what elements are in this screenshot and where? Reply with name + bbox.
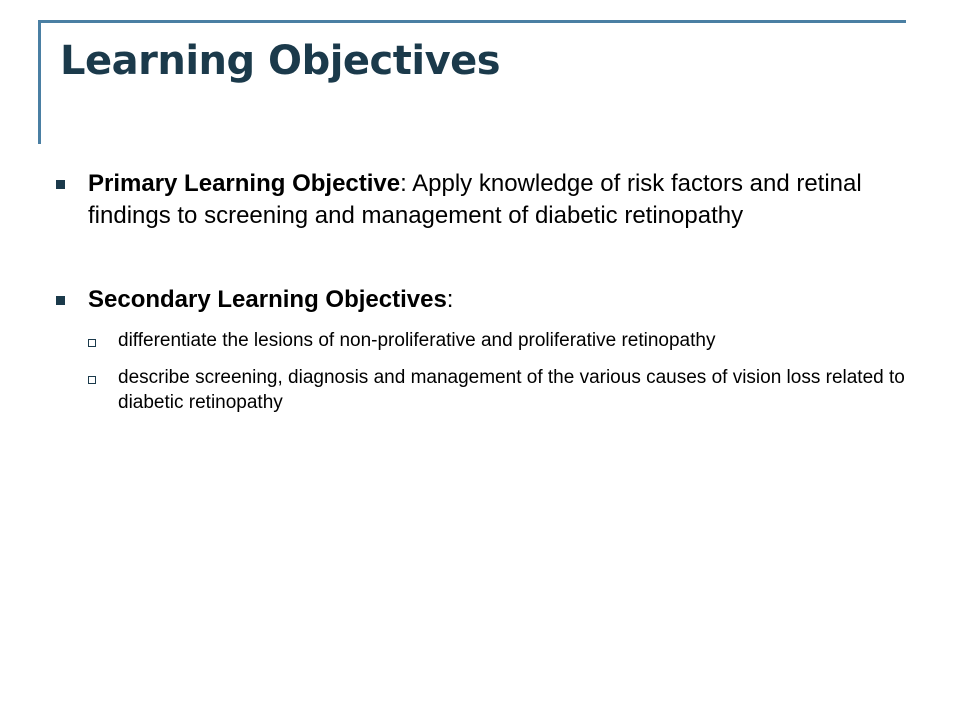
primary-objective-separator: :	[400, 170, 407, 197]
secondary-objectives-list	[56, 328, 906, 415]
secondary-objective-text: differentiate the lesions of non-proliferative and proliferative retinopathy	[118, 330, 716, 351]
secondary-objective-item	[56, 328, 906, 353]
slide-body	[56, 168, 906, 427]
square-bullet-icon	[56, 180, 65, 189]
frame-left-rule	[38, 20, 41, 144]
hollow-square-bullet-icon	[88, 376, 96, 384]
secondary-objective-text: describe screening, diagnosis and management of the various causes of vision loss related to diabetic retinopathy	[118, 367, 905, 413]
secondary-objectives-separator: :	[446, 286, 454, 313]
slide-title: Learning Objectives	[60, 38, 501, 84]
square-bullet-icon	[56, 296, 65, 305]
hollow-square-bullet-icon	[88, 339, 96, 347]
frame-top-rule	[38, 20, 906, 23]
primary-objective-text: Apply knowledge of risk factors and retinal findings to screening and management of diabetic retinopathy	[88, 170, 862, 229]
secondary-objectives-label: Secondary Learning Objectives	[88, 286, 447, 313]
primary-objective	[56, 168, 906, 232]
primary-objective-label: Primary Learning Objective	[88, 170, 401, 197]
secondary-objective-item	[56, 365, 906, 415]
secondary-objectives	[56, 284, 906, 316]
